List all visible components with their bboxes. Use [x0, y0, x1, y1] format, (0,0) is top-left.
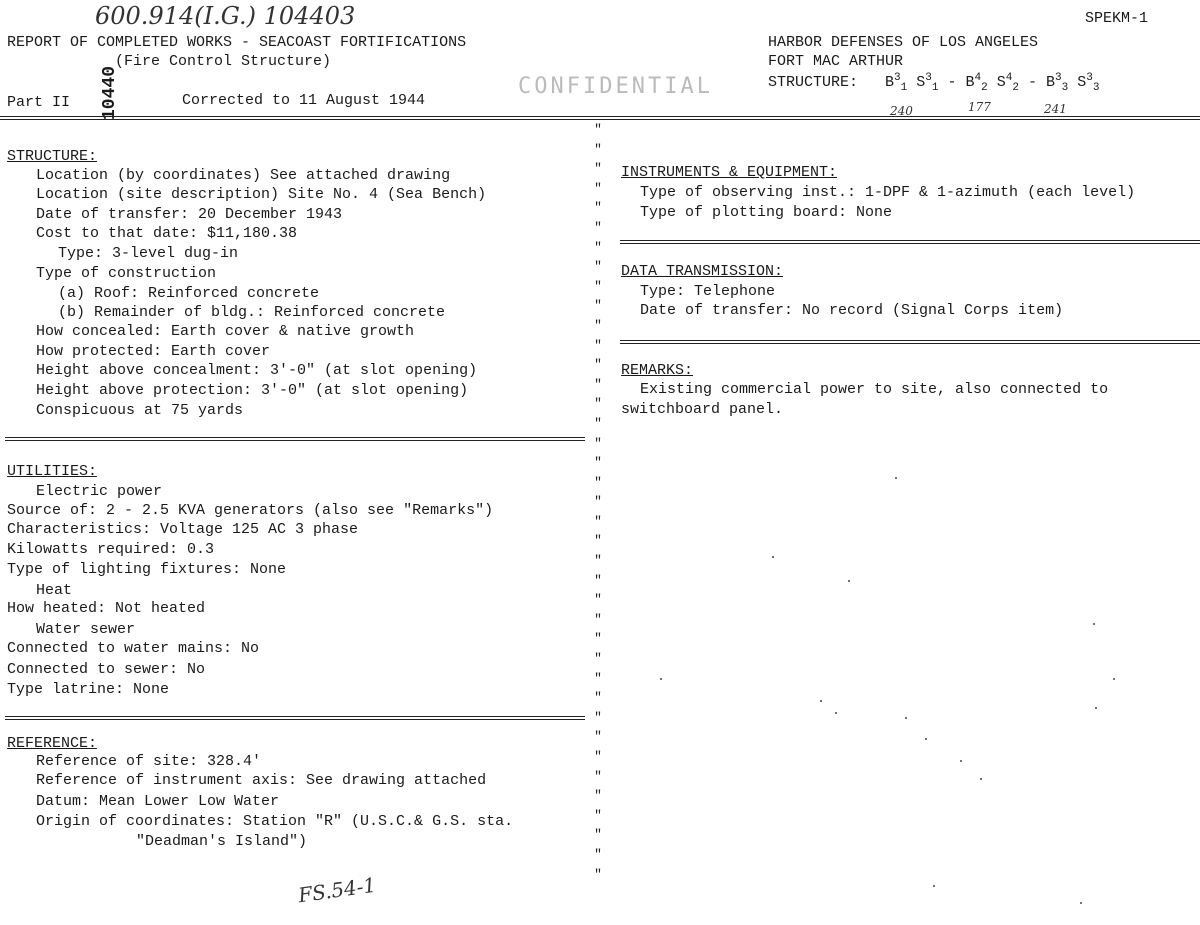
handwritten-reference: 600.914(I.G.) 104403 — [95, 2, 356, 30]
structure-height-concealment: Height above concealment: 3'-0" (at slot opening) — [36, 362, 478, 379]
structure-type: Type: 3-level dug-in — [58, 245, 239, 262]
utilities-sewer: Connected to sewer: No — [7, 661, 206, 678]
reference-origin: Origin of coordinates: Station "R" (U.S.C.& G.S. sta. — [36, 813, 514, 830]
utilities-water-mains: Connected to water mains: No — [7, 640, 260, 657]
structure-conspicuous: Conspicuous at 75 yards — [36, 402, 244, 419]
reference-heading: REFERENCE: — [7, 735, 98, 752]
data-transmission-heading: DATA TRANSMISSION: — [621, 263, 784, 280]
report-title: REPORT OF COMPLETED WORKS - SEACOAST FORTIFICATIONS — [7, 34, 467, 51]
structure-location-site: Location (site description) Site No. 4 (Sea Bench) — [36, 186, 487, 203]
column-separator: " " " " " " " " " " " " " " " " " " " " " " " " " " " " " " " " " " " " " " " — [594, 122, 602, 882]
utilities-latrine: Type latrine: None — [7, 681, 170, 698]
utilities-heading: UTILITIES: — [7, 463, 98, 480]
structure-designation-label: STRUCTURE: — [768, 74, 859, 91]
instruments-divider — [620, 240, 1200, 244]
data-transmission-type: Type: Telephone — [640, 283, 776, 300]
reference-origin-cont: "Deadman's Island") — [136, 833, 308, 850]
reference-datum: Datum: Mean Lower Low Water — [36, 793, 280, 810]
report-subtitle: (Fire Control Structure) — [115, 53, 332, 70]
utilities-how-heated: How heated: Not heated — [7, 600, 206, 617]
data-transmission-divider — [620, 340, 1200, 344]
part-label: Part II — [7, 94, 71, 111]
confidential-stamp: CONFIDENTIAL — [518, 74, 713, 99]
utilities-heat: Heat — [36, 582, 73, 599]
utilities-electric-power: Electric power — [36, 483, 163, 500]
remarks-line-1: Existing commercial power to site, also connected to — [640, 381, 1109, 398]
structure-height-protection: Height above protection: 3'-0" (at slot opening) — [36, 382, 469, 399]
structure-cost: Cost to that date: $11,180.38 — [36, 225, 298, 242]
instruments-observing: Type of observing inst.: 1-DPF & 1-azimuth (each level) — [640, 184, 1136, 201]
reference-site: Reference of site: 328.4' — [36, 753, 262, 770]
structure-date-of-transfer: Date of transfer: 20 December 1943 — [36, 206, 343, 223]
structure-roof: (a) Roof: Reinforced concrete — [58, 285, 320, 302]
structure-heading: STRUCTURE: — [7, 148, 98, 165]
vertical-file-number: 10440 — [100, 65, 120, 120]
instruments-heading: INSTRUMENTS & EQUIPMENT: — [621, 164, 838, 181]
structure-how-protected: How protected: Earth cover — [36, 343, 271, 360]
handwritten-number-2: 177 — [968, 100, 991, 114]
structure-designation — [768, 72, 1099, 94]
remarks-heading: REMARKS: — [621, 362, 694, 379]
fort-name: FORT MAC ARTHUR — [768, 53, 904, 70]
document-code: SPEKM-1 — [1084, 10, 1148, 27]
structure-how-concealed: How concealed: Earth cover & native growth — [36, 323, 415, 340]
harbor-defenses-title: HARBOR DEFENSES OF LOS ANGELES — [768, 34, 1039, 51]
utilities-lighting: Type of lighting fixtures: None — [7, 561, 287, 578]
utilities-characteristics: Characteristics: Voltage 125 AC 3 phase — [7, 521, 359, 538]
utilities-divider — [5, 716, 585, 720]
reference-instrument-axis: Reference of instrument axis: See drawing attached — [36, 772, 487, 789]
instruments-plotting-board: Type of plotting board: None — [640, 204, 893, 221]
structure-symbol-formula: $B^3_1$ $S^3_1 - B^4_2$ $S^4_2 - B^3_3$ $S^3_3$ — [867, 72, 1100, 94]
handwritten-number-1: 240 — [890, 104, 913, 118]
structure-location-coordinates: Location (by coordinates) See attached drawing — [36, 167, 451, 184]
structure-remainder: (b) Remainder of bldg.: Reinforced concrete — [58, 304, 446, 321]
remarks-line-2: switchboard panel. — [621, 401, 784, 418]
utilities-kilowatts: Kilowatts required: 0.3 — [7, 541, 215, 558]
structure-construction-type: Type of construction — [36, 265, 217, 282]
handwritten-number-3: 241 — [1044, 102, 1067, 116]
data-transmission-date: Date of transfer: No record (Signal Corps item) — [640, 302, 1064, 319]
utilities-source: Source of: 2 - 2.5 KVA generators (also see "Remarks") — [7, 502, 494, 519]
utilities-water-sewer: Water sewer — [36, 621, 136, 638]
structure-divider — [5, 437, 585, 441]
corrected-date: Corrected to 11 August 1944 — [182, 92, 426, 109]
handwritten-fs-note: FS.54-1 — [296, 872, 378, 908]
